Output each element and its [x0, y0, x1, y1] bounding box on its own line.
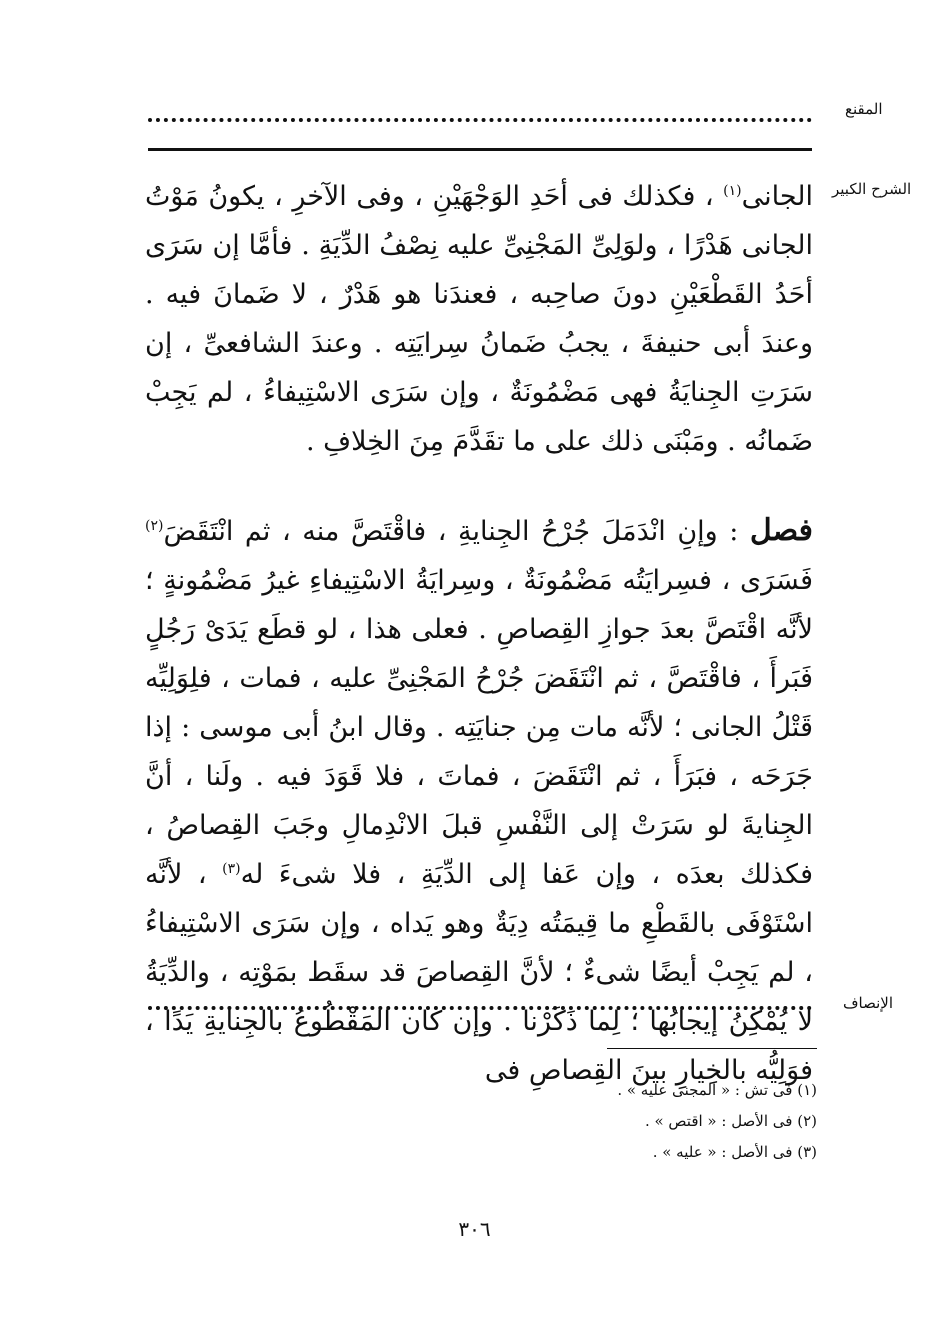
header-dotted-line: [148, 118, 812, 122]
section-heading: فصل: [749, 513, 813, 548]
commentary-label: الشرح الكبير: [832, 180, 912, 198]
insaf-dotted-line: [148, 1006, 812, 1010]
book-label: المقنع: [845, 100, 883, 118]
footnote-ref-1: (١): [723, 183, 742, 199]
insaf-label: الإنصاف: [843, 994, 894, 1012]
footnote-ref-3: (٣): [222, 861, 241, 877]
footnote-2: (٢) فى الأصل : « اقتص » .: [644, 1112, 817, 1130]
para2-text-2: فَسَرَى ، فسِرايَتُه مَضْمُونَةٌ ، وسِرايَةُ الاسْتِيفاءِ غيرُ مَضْمُونةٍ ؛ لأنَّه اقْتَصَّ بعدَ جوازِ القِصاصِ . فعلى هذا ، لو قطَع يَدَىْ رَجُلٍ فَبَرأَ ، فاقْتَصَّ ، ثم انْتَقَضَ جُرْحُ المَجْنِىِّ عليه ، فمات ، فلِوَلِيِّه قَتْلُ الجانى ؛ لأنَّه مات مِن جنايَتِه . وقال ابنُ أبى موسى : إذا جَرَحَه ، فبَرَأَ ، ثم انْتَقَضَ ، فماتَ ، فلا قَوَدَ فيه . ولَنا ، أنَّ الجِنايةَ لو سَرَتْ إلى النَّفْسِ قبلَ الانْدِمالِ وجَبَ القِصاصُ ، فكذلك بعدَه ، وإن عَفا إلى الدِّيَةِ ، فلا شىءَ له: [145, 565, 813, 890]
para2-text-1: : وإنِ انْدَمَلَ جُرْحُ الجِنايةِ ، فاقْتَصَّ منه ، ثم انْتَقَضَ: [163, 516, 750, 547]
footnote-rule: [607, 1048, 817, 1049]
commentary-text: [145, 172, 813, 1095]
para1-text-2: ، فكذلك فى أحَدِ الوَجْهَيْنِ ، وفى الآخرِ ، يكونُ مَوْتُ الجانى هَدْرًا ، ولوَلِىِّ المَجْنِىِّ عليه نِصْفُ الدِّيَةِ . فأمَّا إن سَرَى أحَدُ القَطْعَيْنِ دونَ صاحِبه ، فعندَنا هو هَدْرٌ ، لا ضَمانَ فيه . وعندَ أبى حنيفةَ ، يجبُ ضَمانُ سِرايَتِه . وعندَ الشافعىِّ ، إن سَرَتِ الجِنايَةُ فهى مَضْمُونَةٌ ، وإن سَرَى الاسْتِيفاءُ ، لم يَجِبْ ضَمانُه . ومَبْنَى ذلك على ما تقَدَّمَ مِنَ الخِلافِ .: [145, 181, 813, 457]
footnotes: [450, 1075, 817, 1168]
para2-text-3: ، لأنَّه اسْتَوْفَى بالقَطْعِ ما قِيمَتُه دِيَةٌ وهو يَداه ، وإن سَرَى الاسْتِيفاءُ ، لم يَجِبْ أيضًا شىءٌ ؛ لأنَّ القِصاصَ قد سقَط بمَوْتِه ، والدِّيَةُ لا يُمْكِنُ إيجابُها ؛ لِما ذَكَرْنا . وإن كان المَقْطُوعُ بالجِنايةِ يَدًا ، فوَلِيُّه بالخِيارِ بينَ القِصاصِ فى: [145, 859, 813, 1086]
paragraph-1: [145, 172, 813, 466]
footnote-ref-2: (٢): [145, 518, 164, 534]
header-rule: [148, 148, 812, 151]
page-number: ٣٠٦: [458, 1217, 491, 1241]
footnote-3: (٣) فى الأصل : « عليه » .: [652, 1143, 817, 1161]
para1-text-1: الجانى: [741, 181, 813, 212]
footnote-1: (١) فى تش : « المجنى عليه » .: [617, 1081, 817, 1099]
